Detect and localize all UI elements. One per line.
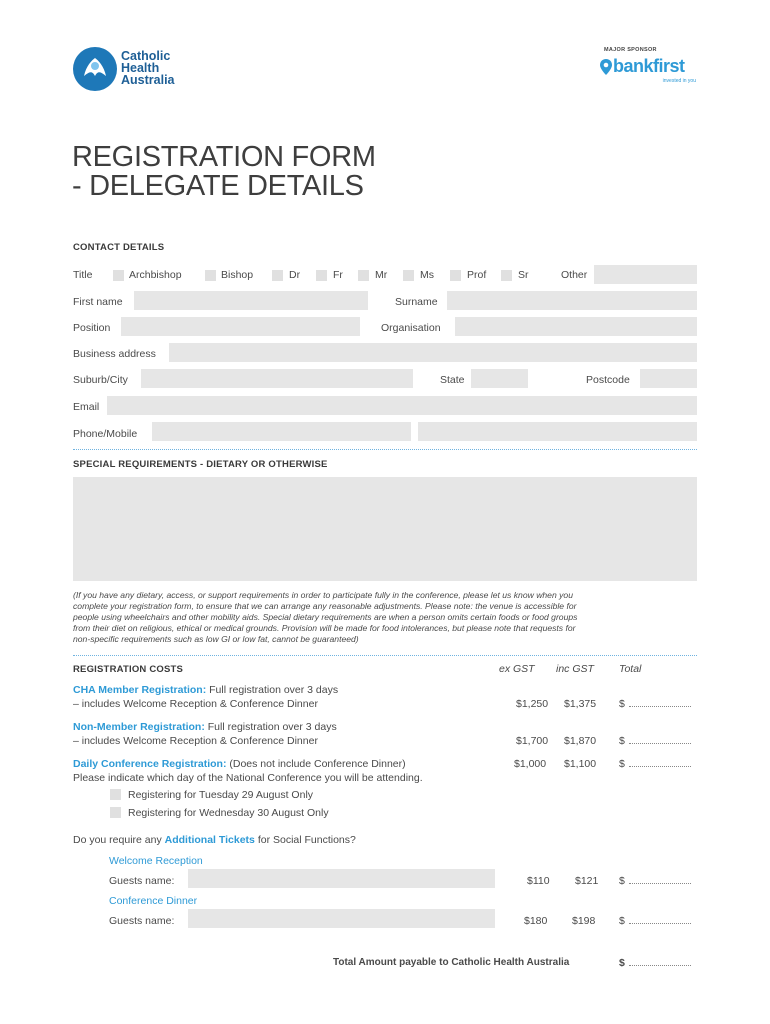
state-label: State [440,374,465,386]
member-registration: CHA Member Registration: Full registration over 3 days [73,684,339,696]
daily-inc-gst: $1,100 [564,758,597,770]
welcome-total[interactable]: $ [619,875,691,887]
tuesday-checkbox[interactable] [110,789,121,800]
additional-tickets-question: Do you require any Additional Tickets for Social Functions? [73,834,356,846]
sponsor-label: MAJOR SPONSOR [604,47,657,53]
surname-label: Surname [395,296,438,308]
nonmember-total[interactable]: $ [619,735,691,747]
first-name-field[interactable] [134,291,368,310]
title-label: Title [73,269,93,281]
daily-registration: Daily Conference Registration: (Does not include Conference Dinner) [73,758,406,770]
nonmember-inc-gst: $1,870 [564,735,597,747]
dinner-total[interactable]: $ [619,915,691,927]
welcome-guests-field[interactable] [188,869,495,888]
first-name-label: First name [73,296,123,308]
business-address-field[interactable] [169,343,697,362]
title-option-mr: Mr [375,269,388,281]
nonmember-registration-desc: – includes Welcome Reception & Conference Dinner [73,735,318,747]
welcome-inc-gst: $121 [575,875,599,887]
mobile-field[interactable] [418,422,697,441]
sponsor-logo [598,47,698,87]
title-option-archbishop: Archbishop [129,269,182,281]
contact-heading: CONTACT DETAILS [73,242,165,253]
member-ex-gst: $1,250 [516,698,549,710]
title-checkbox-sr[interactable] [501,270,512,281]
welcome-guests-label: Guests name: [109,875,175,887]
total-amount-field[interactable]: $ [619,957,691,969]
title-option-sr: Sr [518,269,529,281]
logo-text: Catholic Health Australia [121,49,175,87]
organisation-label: Organisation [381,322,441,334]
dinner-inc-gst: $198 [572,915,596,927]
daily-total[interactable]: $ [619,758,691,770]
position-field[interactable] [121,317,360,336]
title-checkbox-archbishop[interactable] [113,270,124,281]
sponsor-name: bankfirst [613,56,685,76]
title-checkbox-fr[interactable] [316,270,327,281]
total-amount-label: Total Amount payable to Catholic Health Australia [333,957,570,968]
col-inc-gst: inc GST [556,663,594,675]
postcode-field[interactable] [640,369,697,388]
other-field[interactable] [594,265,697,284]
member-inc-gst: $1,375 [564,698,597,710]
business-address-label: Business address [73,348,156,360]
title-option-prof: Prof [467,269,487,281]
title-option-dr: Dr [289,269,301,281]
conference-dinner-title: Conference Dinner [109,895,198,907]
col-ex-gst: ex GST [499,663,535,675]
postcode-label: Postcode [586,374,630,386]
suburb-field[interactable] [141,369,413,388]
nonmember-registration: Non-Member Registration: Full registration over 3 days [73,721,337,733]
welcome-ex-gst: $110 [527,875,550,887]
daily-ex-gst: $1,000 [514,758,547,770]
member-registration-desc: – includes Welcome Reception & Conference Dinner [73,698,318,710]
page-title: REGISTRATION FORM - DELEGATE DETAILS [72,141,376,202]
email-label: Email [73,401,100,413]
col-total: Total [619,663,642,675]
dinner-ex-gst: $180 [524,915,548,927]
organisation-field[interactable] [455,317,697,336]
email-field[interactable] [107,396,697,415]
title-option-ms: Ms [420,269,434,281]
daily-registration-desc: Please indicate which day of the National Conference you will be attending. [73,772,423,784]
member-total[interactable]: $ [619,698,691,710]
welcome-reception-title: Welcome Reception [109,855,203,867]
suburb-label: Suburb/City [73,374,128,386]
title-option-fr: Fr [333,269,343,281]
nonmember-ex-gst: $1,700 [516,735,549,747]
special-requirements-note: (If you have any dietary, access, or support requirements in order to participate fully in the conference, please let us know when you complete your registration form, to ensure that we can arrange any reasonable adjustments. Please note: the venue is accessible for people using wheelchairs and other mobility aids. Special dietary requirements are when a person omits certain foods or food groups from their diet on religious, ethical or medical grounds. Provision will be made for food intolerances, but please note that requests for non-specific requirements such as low GI or low fat, cannot be guaranteed) [73,590,578,644]
special-requirements-heading: SPECIAL REQUIREMENTS - DIETARY OR OTHERWISE [73,459,328,470]
title-checkbox-mr[interactable] [358,270,369,281]
divider [73,449,697,450]
registration-costs-heading: REGISTRATION COSTS [73,664,184,675]
title-checkbox-ms[interactable] [403,270,414,281]
tuesday-label: Registering for Tuesday 29 August Only [128,789,314,801]
phone-label: Phone/Mobile [73,428,138,440]
title-checkbox-prof[interactable] [450,270,461,281]
cha-logo-icon [72,46,118,92]
title-checkbox-dr[interactable] [272,270,283,281]
title-checkbox-bishop[interactable] [205,270,216,281]
phone-field[interactable] [152,422,411,441]
bank-pin-icon [600,59,612,75]
wednesday-checkbox[interactable] [110,807,121,818]
position-label: Position [73,322,111,334]
dinner-guests-field[interactable] [188,909,495,928]
state-field[interactable] [471,369,528,388]
special-requirements-field[interactable] [73,477,697,581]
title-option-bishop: Bishop [221,269,254,281]
sponsor-tagline: invested in you [662,78,696,84]
other-label: Other [561,269,588,281]
divider [73,655,697,656]
wednesday-label: Registering for Wednesday 30 August Only [128,807,329,819]
surname-field[interactable] [447,291,697,310]
dinner-guests-label: Guests name: [109,915,175,927]
cha-logo [72,46,192,92]
